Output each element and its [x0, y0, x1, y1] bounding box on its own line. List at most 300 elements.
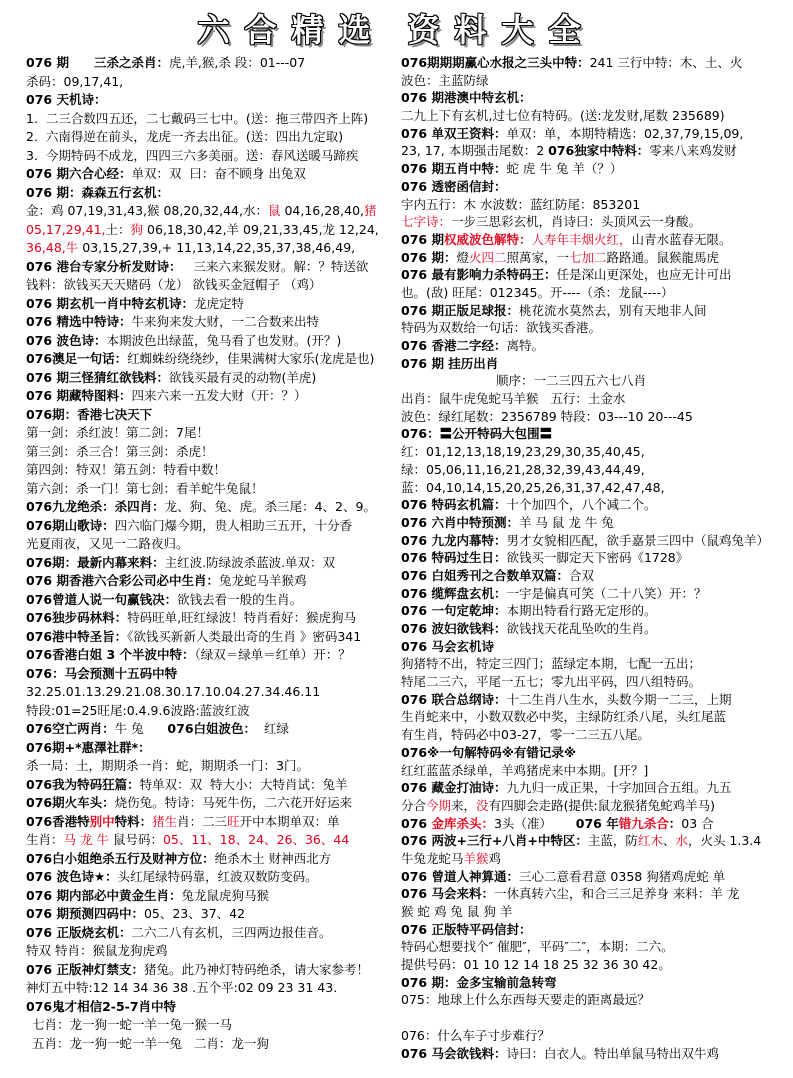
line-content [26, 739, 151, 758]
right-column-line [401, 638, 789, 656]
entry-text: 兔龙蛇马羊猴鸡 [218, 573, 307, 588]
right-column-line [401, 938, 789, 956]
left-column-line [26, 535, 396, 554]
line-content [401, 72, 489, 90]
right-column-line [401, 443, 789, 461]
right-column-line [401, 549, 789, 567]
line-content [26, 905, 245, 924]
entry-label: 076 联合总纲诗： [401, 691, 507, 707]
left-column-line [26, 683, 396, 702]
entry-text: 波色：绿红尾数：2356789 特段：03---10 20---45 [401, 408, 693, 424]
entry-text: 神灯五中特:12 14 34 36 38 .五个平:02 09 23 31 43. [26, 980, 338, 995]
entry-text: 生肖： [26, 832, 64, 847]
line-content [26, 591, 302, 610]
entry-label: 076空亡两肖： [26, 721, 115, 736]
line-content [26, 498, 376, 517]
left-column-line [26, 184, 396, 203]
entry-text: 九九归一成正果，十字加回合五组。九五 [506, 780, 732, 796]
line-content [26, 461, 226, 480]
right-column-line [401, 355, 789, 373]
entry-label: 076 天机诗： [26, 92, 107, 107]
entry-label: 076 期：金多宝输前急转弯 [401, 974, 557, 990]
right-column-line [401, 991, 789, 1009]
entry-label: 076 特码过生日： [401, 550, 507, 566]
line-content [401, 142, 737, 160]
entry-text: 1. 二三合数四五还，二七戴码三七中。(送：拖三带四齐上阵) [26, 110, 369, 126]
entry-text: 三来六来猴发财。解：？特送欲 [181, 258, 369, 274]
entry-text: 桃花流水莫然去，别有天地非人间 [518, 302, 707, 318]
line-content [26, 276, 321, 295]
highlight-text: 36,48,牛 [26, 240, 79, 255]
right-column-line [401, 532, 789, 550]
entry-label: 076 九龙内幕特： [401, 532, 507, 548]
entry-label: 076 期 挂历出肖 [401, 355, 499, 371]
left-column-line [26, 369, 396, 388]
entry-label: 076 期五肖中特： [401, 161, 507, 177]
left-column-line [26, 572, 396, 591]
entry-text: 分合 [401, 797, 427, 813]
line-content [26, 184, 169, 203]
line-content [26, 91, 106, 110]
line-content [401, 585, 706, 603]
right-column-line [401, 567, 789, 585]
line-content [401, 408, 693, 426]
left-column-line [26, 646, 396, 665]
entry-label: 076 藏金打油诗： [401, 780, 507, 796]
line-content [401, 991, 650, 1009]
entry-text: 2. 六南得逆在前头，龙虎一齐去出征。(送：四出九定取) [26, 129, 344, 144]
right-column-line [401, 797, 789, 815]
entry-text: 蛇 虎 牛 兔 羊（？） [506, 161, 623, 177]
line-content [26, 202, 377, 221]
highlight-label: 别中 [89, 813, 115, 829]
right-column-line [401, 425, 789, 443]
entry-text: 猪兔。此乃神灯特码绝杀，请大家参考！ [143, 961, 369, 977]
right-column [401, 54, 789, 1074]
entry-text: 第三剑：杀三合！第三剑：杀虎！ [26, 443, 214, 459]
entry-label: 076 一句定乾坤： [401, 603, 507, 619]
left-column-line [26, 813, 396, 832]
entry-text: 05、23、37、42 [143, 906, 246, 921]
entry-label: 076 最有影响力杀特码王： [401, 267, 557, 283]
line-content [401, 673, 701, 691]
entry-label: 076 期：森森五行玄机： [26, 184, 169, 200]
entry-text: 特单双：双 特大小：大特肖试：兔羊 [139, 776, 348, 792]
line-content [26, 313, 319, 332]
left-column-line [26, 202, 396, 221]
right-column-line [401, 1045, 789, 1063]
left-column-line [26, 868, 396, 887]
entry-label: 076 两波+三行+八肖+中特区： [401, 833, 588, 849]
entry-label: 076香港特 [26, 813, 90, 829]
line-content [32, 1016, 232, 1035]
left-column-line [26, 73, 396, 92]
left-column-line [26, 739, 396, 758]
entry-label: 076：〓公开特码大包围〓 [401, 426, 553, 442]
line-content [32, 1035, 269, 1054]
right-column-line [401, 479, 789, 497]
right-column-line [401, 125, 789, 143]
entry-text: 、 [662, 833, 676, 849]
line-content [26, 850, 331, 869]
entry-text: 生肖蛇来中，小数双数必中奖，主绿防红杀八尾，头红尾蓝 [401, 709, 727, 725]
left-column-line [26, 979, 396, 998]
entry-text: 龙虎定特 [193, 295, 244, 311]
entry-label: 076白姐波色： [167, 721, 257, 736]
entry-text: 猴 蛇 鸡 兔 鼠 狗 羊 [401, 904, 513, 919]
left-column-line [26, 147, 396, 166]
left-column-line [26, 942, 396, 961]
left-column-line [26, 609, 396, 628]
right-column-line [401, 142, 789, 160]
entry-text: 一休真转六尘，和合三三足养身 来料：羊 龙 [493, 886, 740, 902]
entry-text: 241 三行中特：木、土、火 [589, 55, 743, 70]
right-column-line [401, 956, 789, 974]
entry-text: 十二生肖八生水，头数今期一二三，上期 [506, 691, 732, 707]
line-content [401, 266, 731, 284]
line-content [401, 425, 552, 443]
right-column-line [401, 302, 789, 320]
line-content [26, 54, 305, 73]
left-column-line [26, 295, 396, 314]
entry-text: 第一剑：杀红波！第二剑：7尾！ [26, 425, 209, 440]
entry-label: 076港中特圣旨： [26, 628, 128, 644]
entry-text: 有四脚会走路(提供:鼠龙猴猪兔蛇鸡羊马) [488, 797, 716, 813]
entry-label: 076 期港澳中特玄机： [401, 90, 532, 106]
line-content [26, 406, 152, 425]
entry-text: 开中本期单双：单 [239, 813, 340, 829]
line-content [401, 461, 645, 479]
line-content [26, 702, 250, 721]
entry-text: 零来八来鸡发财 [649, 143, 737, 159]
entry-label: 076 期内部必中黄金生肖： [26, 887, 182, 903]
entry-text: 来， [451, 797, 477, 813]
left-column-line [26, 776, 396, 795]
right-column-line [401, 868, 789, 886]
line-content [401, 284, 674, 302]
line-content [26, 628, 361, 647]
entry-text: 牛 兔 [114, 721, 168, 736]
line-content [26, 73, 123, 92]
entry-text: 鸡 [488, 850, 502, 866]
right-column-line [401, 89, 789, 107]
line-content [26, 517, 352, 536]
entry-text: 山青水蓝春无限。 [631, 231, 732, 247]
entry-label: 076 期藏特图料： [26, 388, 132, 403]
entry-label: 076※一句解特码※有错记录※ [401, 744, 577, 760]
left-column-line [26, 313, 396, 332]
line-content [401, 815, 714, 833]
line-content [401, 178, 506, 196]
left-column-line [26, 961, 396, 980]
right-column-line [401, 266, 789, 284]
left-column-line [26, 332, 396, 351]
entry-label: 076独步码林料： [26, 610, 128, 625]
entry-text: 三心二意看君意 0358 狗猪鸡虎蛇 单 [518, 868, 726, 884]
line-content [401, 602, 656, 620]
highlight-text: 猪生 [152, 813, 178, 829]
entry-text: 蓝：04,10,14,15,20,25,26,31,37,42,47,48, [401, 479, 665, 495]
entry-text: 特尾二三六，平尾一五七；零九出平码，四八组特码。 [401, 674, 702, 690]
line-content [401, 868, 725, 886]
entry-label: 076 缆辉盘玄机： [401, 585, 507, 601]
right-column-line [401, 514, 789, 532]
left-column-line [26, 480, 396, 499]
entry-text: 钱料：欲钱买天天赌码（龙） 欲钱买金冠帽子 （鸡） [26, 277, 322, 292]
entry-text: 有生肖，特码必中03-27，零一二三五八尾。 [401, 727, 650, 743]
entry-label: 076 正版烧玄机： [26, 924, 132, 940]
line-content [26, 665, 177, 684]
entry-label: 076 期： [401, 249, 457, 265]
entry-label: 076 波妇欲钱料： [401, 621, 507, 636]
entry-label: 076 年 [575, 815, 619, 831]
right-column-line [401, 602, 789, 620]
highlight-text: 旺 [227, 813, 240, 829]
left-column-line [26, 54, 396, 73]
line-content [26, 443, 214, 462]
left-column-line [26, 165, 396, 184]
entry-text: 路路通。鼠猴龍馬虎 [606, 249, 720, 265]
line-content [401, 567, 594, 585]
line-content [26, 942, 167, 961]
line-content [401, 885, 739, 903]
entry-text: 烧伤兔。特诗：马死牛伤，二六花开好运来 [114, 795, 353, 810]
line-content [26, 961, 369, 980]
left-column-line [26, 350, 396, 369]
left-column-line [26, 424, 396, 443]
line-content [26, 813, 340, 832]
entry-text: 欲钱买一脚定天下密码《1728》 [506, 550, 689, 566]
right-column-line [401, 319, 789, 337]
entry-label: 076 港台专家分析发财诗： [26, 258, 182, 274]
entry-text: 燈 [456, 249, 469, 265]
left-column-line [26, 258, 396, 277]
line-content [26, 831, 349, 850]
entry-label: 076白小姐绝杀五行及财神方位： [26, 850, 215, 866]
entry-label: 076我为特码狂篇： [26, 776, 140, 792]
entry-label: 076 期 [401, 231, 444, 247]
entry-label: 076 单双王资料： [401, 125, 507, 141]
line-content [401, 797, 715, 815]
highlight-text: 红木 [637, 833, 663, 849]
left-column-line [26, 517, 396, 536]
line-content [401, 1045, 719, 1063]
left-column-line [26, 998, 396, 1017]
left-column-line [26, 628, 396, 647]
entry-text: ，火头 1.3.4 [687, 833, 762, 849]
left-column-line [26, 554, 396, 573]
line-content [401, 302, 706, 320]
entry-label: 076期山歌诗： [26, 517, 115, 533]
line-content [26, 387, 306, 406]
entry-label: 076：马会预测十五码中特 [26, 665, 178, 681]
right-column-line [401, 691, 789, 709]
line-content [26, 110, 368, 129]
line-content [26, 683, 320, 702]
entry-label: 076 香港二字经： [401, 338, 507, 353]
entry-text: 特双 特肖：猴鼠龙狗虎鸡 [26, 943, 168, 958]
entry-text: 肖：二三 [177, 813, 228, 829]
right-column-line [401, 974, 789, 992]
line-content [401, 532, 769, 550]
right-column-line [401, 585, 789, 603]
line-content [26, 480, 264, 499]
entry-text: 杀码：09,17,41, [26, 73, 124, 89]
highlight-text: 没 [476, 797, 489, 813]
left-column-line [26, 665, 396, 684]
left-column-line [26, 221, 396, 240]
entry-label: 076 期玄机一肖中特玄机诗： [26, 295, 194, 311]
entry-text: 合双 [568, 567, 594, 583]
line-content [26, 757, 309, 776]
left-column-line [26, 831, 396, 850]
entry-text: 红蜘蛛纷绕绕纱，佳果满树大家乐(龙虎是也) [127, 351, 375, 366]
line-content [401, 1027, 550, 1045]
entry-label: 076独家中特料： [548, 143, 650, 159]
entry-text: 3. 今期特码不成龙，四四三六多美丽。送：春风送暖马蹄疾 [26, 147, 359, 163]
entry-label: 076 正版特平码信封： [401, 921, 532, 937]
entry-label: 076 期 三杀之杀肖： [26, 55, 169, 70]
line-content [26, 924, 331, 943]
highlight-label: 权威波色解特： [443, 231, 532, 247]
left-column-line [26, 702, 396, 721]
entry-text: 四来六来一五发大财（开：？） [131, 388, 307, 403]
entry-text: 红绿 [256, 721, 289, 736]
entry-label: 076 马会欲钱料： [401, 1045, 507, 1061]
right-column-line [401, 54, 789, 72]
line-content [496, 372, 646, 390]
entry-label: 076 精选中特诗： [26, 314, 132, 329]
line-content [26, 572, 306, 591]
entry-label: 076曾道人说一句赢钱决： [26, 591, 178, 607]
entry-text: 03 合 [681, 815, 714, 831]
right-column-line [401, 673, 789, 691]
line-content [401, 125, 743, 143]
line-content [401, 514, 614, 532]
line-content [401, 691, 731, 709]
line-content [401, 850, 501, 868]
left-column-line [26, 91, 396, 110]
entry-text: 顺序：一二三四五六七八肖 [496, 373, 647, 389]
line-content [401, 107, 725, 125]
line-content [26, 535, 189, 554]
line-content [401, 249, 719, 267]
right-column-line [401, 708, 789, 726]
entry-text: 兔龙鼠虎狗马猴 [181, 887, 269, 903]
masthead-title-left: 六合精选 [197, 11, 386, 49]
entry-label: 076 期预测四码中： [26, 906, 144, 921]
entry-label: 076 特码玄机篇： [401, 497, 507, 513]
entry-text: 欲钱去看一般的生肖。 [177, 591, 303, 607]
entry-text: 男才女貌相匹配，欲手嘉景三四中（鼠鸡兔羊） [506, 532, 769, 548]
left-column-line [26, 905, 396, 924]
line-content [26, 295, 244, 314]
right-column-line [401, 726, 789, 744]
right-column-line [401, 408, 789, 426]
right-column-line [401, 249, 789, 267]
left-column-line [26, 757, 396, 776]
entry-text: 单双：单，本期特精选：02,37,79,15,09, [506, 125, 744, 141]
right-column-line [401, 885, 789, 903]
entry-text: 本期波色出绿蓝，兔马看了也发财。(开？) [106, 332, 342, 348]
left-column-line [26, 239, 396, 258]
right-column-line [401, 160, 789, 178]
line-content [401, 903, 512, 921]
highlight-text: 狗 [130, 221, 144, 237]
right-column-line [401, 107, 789, 125]
entry-text: 提供号码：01 10 12 14 18 25 32 36 30 42。 [401, 957, 671, 973]
entry-text: 诗曰：白衣人。特出单鼠马特出双牛鸡 [506, 1045, 719, 1061]
right-column-line [401, 903, 789, 921]
entry-text: 牛来狗来发大财，一二合数来出特 [131, 314, 319, 329]
line-content [401, 89, 531, 107]
entry-label: 076 马会来料： [401, 886, 494, 902]
entry-text: 绝杀木土 财神西北方 [214, 850, 332, 866]
entry-label: 076 波色诗： [26, 332, 107, 348]
entry-text: 龙、狗、兔、虎。杀三尾：4、2、9。 [164, 499, 376, 514]
left-column-line [26, 887, 396, 906]
highlight-text: 今期 [426, 797, 452, 813]
entry-text: 《欲钱买新新人类最出奇的生肖 》密码341 [127, 628, 362, 644]
line-content [26, 794, 352, 813]
right-column-line [401, 390, 789, 408]
entry-text: 欲钱找天花乱坠吹的生肖。 [506, 621, 657, 636]
entry-label: 076 白姐秀刊之合数单双篇： [401, 567, 569, 583]
entry-label: 076 正版神灯禁支： [26, 961, 144, 977]
left-column-line [26, 850, 396, 869]
line-content [401, 921, 531, 939]
right-column-line [401, 850, 789, 868]
entry-text: 03,15,27,39,+ 11,13,14,22,35,37,38,46,49, [78, 240, 356, 255]
line-content [401, 638, 494, 656]
entry-text: 牛兔龙蛇马 [401, 850, 464, 866]
entry-text: 欲钱买最有灵的动物(羊虎) [168, 369, 317, 385]
entry-text: 32.25.01.13.29.21.08.30.17.10.04.27.34.46.11 [26, 684, 321, 699]
entry-text: 076：什么车子寸步难行？ [401, 1027, 550, 1043]
entry-text: 一步三思彩玄机，肖诗曰：头顶风云一身酸。 [451, 214, 702, 230]
entry-text: 杀一局：土，期期杀一肖：蛇，期期杀一门：3门。 [26, 758, 309, 773]
entry-text: 离特。 [506, 338, 544, 353]
line-content [401, 479, 665, 497]
line-content [401, 708, 726, 726]
entry-text: 特段:01=25旺尾:0.4.9.6波路:蓝波红波 [26, 702, 250, 718]
line-content [401, 355, 498, 373]
left-column-line [26, 1016, 396, 1035]
entry-text: 23, 17, 本期强击尾数：2 [401, 143, 549, 159]
line-content [26, 258, 368, 277]
entry-text: 二九上下有玄机,过七位有特码。(送:龙发财,尾数 235689) [401, 108, 725, 124]
left-column-line [26, 387, 396, 406]
entry-text: 本期出特看行路无定形的。 [506, 603, 657, 619]
entry-text: 单双：双 曰：奋不顾身 出兔双 [131, 166, 306, 181]
right-column-line [401, 744, 789, 762]
highlight-text: 羊猴 [463, 850, 489, 866]
entry-label: 特料： [114, 813, 153, 829]
left-column-line [26, 924, 396, 943]
entry-text: 特码心想要找个″ 催肥″，平码″二″，本期：二六。 [401, 939, 674, 955]
entry-text: 主红波.防绿波杀蓝波.单双：双 [164, 554, 336, 570]
line-content [26, 868, 318, 887]
entry-label: 076 波色诗★： [26, 869, 118, 884]
left-column-line [26, 720, 396, 739]
line-content [26, 998, 176, 1017]
entry-text: 五肖：龙一狗一蛇一羊一兔 二肖：龙一狗 [32, 1035, 269, 1051]
line-content [401, 956, 671, 974]
line-content [26, 720, 289, 739]
entry-text: 04,16,28,40, [280, 203, 364, 218]
line-content [26, 646, 351, 665]
left-column-line [26, 794, 396, 813]
